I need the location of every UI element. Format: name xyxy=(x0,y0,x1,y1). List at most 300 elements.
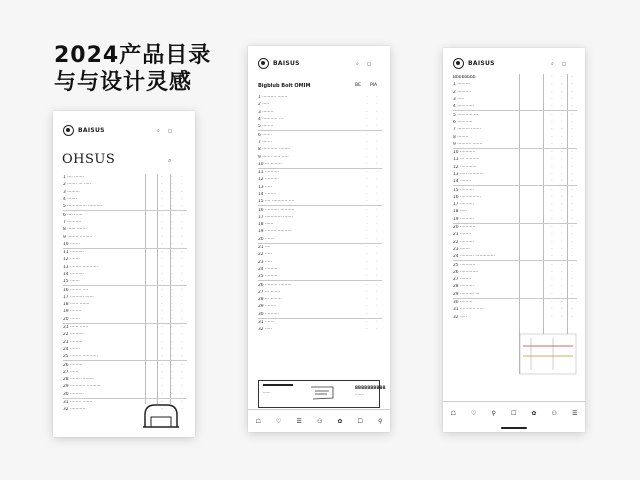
nav-home[interactable] xyxy=(256,418,261,425)
bookmark-icon[interactable]: ◻ xyxy=(366,61,371,67)
item-name: 9 ········ ········· xyxy=(63,234,93,240)
item-cell: · xyxy=(366,117,368,123)
item-cell: · xyxy=(571,187,573,193)
item-cell: · xyxy=(551,291,553,297)
list-item[interactable] xyxy=(258,139,382,146)
item-cell: · xyxy=(571,246,573,252)
item-cell: · xyxy=(171,384,173,390)
item-cell: · xyxy=(366,199,368,205)
item-cell: · xyxy=(561,127,563,133)
item-cell: · xyxy=(376,161,378,167)
list-item[interactable] xyxy=(258,191,382,198)
item-cell: · xyxy=(551,216,553,222)
item-cell: · xyxy=(376,236,378,242)
item-name: 30 ········· xyxy=(453,300,473,306)
item-cell: · xyxy=(181,257,183,263)
item-name: 14 ········ xyxy=(258,192,277,197)
list-item[interactable] xyxy=(63,264,187,271)
item-cell: · xyxy=(161,309,163,315)
item-cell: · xyxy=(551,97,553,103)
item-cell: · xyxy=(551,82,553,88)
item-cell: · xyxy=(571,112,573,118)
item-cell: · xyxy=(161,346,163,352)
list-item[interactable] xyxy=(63,196,187,203)
list-item[interactable] xyxy=(258,94,382,101)
headline-line2: 与与设计灵感 xyxy=(54,70,193,95)
item-cell: · xyxy=(171,316,173,322)
item-cell: · xyxy=(181,241,183,247)
item-cell: · xyxy=(161,189,163,195)
item-cell: · xyxy=(181,354,183,360)
item-cell: · xyxy=(571,119,573,125)
nav-inspiration[interactable] xyxy=(531,410,536,417)
nav-favorites[interactable] xyxy=(276,418,281,425)
list-item[interactable] xyxy=(453,149,577,156)
list-item[interactable] xyxy=(453,156,577,163)
item-cell: · xyxy=(561,104,563,110)
nav-menu[interactable] xyxy=(296,418,301,425)
list-item[interactable] xyxy=(453,194,577,201)
brand-logo-icon xyxy=(258,58,269,69)
list-item[interactable] xyxy=(453,314,577,321)
item-cell: · xyxy=(161,212,163,218)
item-name: 11 ··· ·········· xyxy=(453,157,480,163)
item-cell: · xyxy=(366,327,368,333)
item-cell: · xyxy=(561,307,563,313)
list-item[interactable] xyxy=(63,369,187,376)
item-cell: · xyxy=(551,239,553,245)
list-item[interactable] xyxy=(63,294,187,301)
list-item[interactable] xyxy=(258,198,382,206)
list-item[interactable] xyxy=(63,324,187,331)
item-name: 5 ·············· ·········· xyxy=(63,204,103,210)
list-item[interactable] xyxy=(453,89,577,96)
item-cell: · xyxy=(376,252,378,258)
item-cell: · xyxy=(561,239,563,245)
list-item[interactable] xyxy=(453,126,577,133)
item-name: 23 ······· xyxy=(453,246,470,252)
list-item[interactable] xyxy=(258,161,382,169)
list-item[interactable] xyxy=(63,308,187,315)
item-cell: · xyxy=(551,89,553,95)
item-name: 12 ·········· xyxy=(258,177,279,183)
list-item[interactable] xyxy=(258,146,382,153)
item-name: 17 ·········· ······ xyxy=(63,294,94,300)
list-item[interactable] xyxy=(63,181,187,188)
item-cell: · xyxy=(181,294,183,300)
item-cell: · xyxy=(181,227,183,233)
item-name: 31 ········ ······· xyxy=(63,400,93,406)
item-cell: · xyxy=(161,354,163,360)
item-cell: · xyxy=(366,95,368,101)
item-cell: · xyxy=(161,182,163,188)
item-cell: · xyxy=(376,222,378,228)
item-cell: · xyxy=(366,154,368,160)
list-item[interactable] xyxy=(63,383,187,390)
list-item[interactable] xyxy=(63,219,187,226)
list-item[interactable] xyxy=(258,131,382,138)
nav-menu[interactable] xyxy=(572,410,577,417)
list-item[interactable] xyxy=(258,281,382,288)
item-cell: · xyxy=(561,291,563,297)
item-name: 25 ··········· xyxy=(453,262,476,268)
list-item[interactable] xyxy=(453,224,577,231)
item-cell: · xyxy=(366,266,368,272)
item-name: 20 ······· xyxy=(258,236,275,242)
item-cell: · xyxy=(171,175,173,181)
list-item[interactable] xyxy=(453,164,577,171)
item-name: 2 ····· xyxy=(258,102,270,108)
list-item[interactable] xyxy=(453,253,577,261)
people-icon: ⚇ xyxy=(316,417,323,425)
list-item[interactable] xyxy=(63,391,187,399)
list-item[interactable] xyxy=(258,123,382,131)
item-cell: · xyxy=(171,212,173,218)
list-item[interactable] xyxy=(63,211,187,218)
list-item[interactable] xyxy=(453,208,577,215)
list-item[interactable] xyxy=(453,299,577,306)
item-cell: · xyxy=(171,264,173,270)
item-cell: · xyxy=(571,239,573,245)
item-name: 5 ········ xyxy=(258,124,274,130)
catalog-card-middle xyxy=(248,46,390,432)
list-item[interactable] xyxy=(258,214,382,221)
list-item[interactable] xyxy=(258,296,382,303)
list-item[interactable] xyxy=(258,153,382,160)
item-cell: · xyxy=(181,204,183,210)
item-name: 25 ········ ··········· xyxy=(63,354,98,360)
list-item[interactable] xyxy=(453,231,577,238)
column-header: BE xyxy=(355,83,361,88)
list-item[interactable] xyxy=(63,271,187,278)
item-name: 32 ····· xyxy=(258,327,272,333)
list-item[interactable] xyxy=(258,109,382,116)
item-cell: · xyxy=(181,189,183,195)
item-cell: · xyxy=(571,216,573,222)
item-name: 27 ········ xyxy=(453,277,472,283)
nav-home[interactable] xyxy=(451,410,456,417)
item-cell: · xyxy=(571,269,573,275)
item-cell: · xyxy=(376,95,378,101)
list-item[interactable] xyxy=(63,189,187,196)
item-cell: · xyxy=(366,192,368,197)
bottom-nav xyxy=(248,409,390,432)
item-cell: · xyxy=(551,246,553,252)
item-cell: · xyxy=(571,75,573,81)
item-cell: · xyxy=(571,209,573,215)
list-item[interactable] xyxy=(258,244,382,251)
item-name: 8 ········ xyxy=(453,134,469,140)
item-cell: · xyxy=(181,339,183,345)
list-item[interactable] xyxy=(453,103,577,111)
item-cell: · xyxy=(366,139,368,145)
item-cell: · xyxy=(551,157,553,163)
list-item[interactable] xyxy=(453,96,577,103)
list-item[interactable] xyxy=(258,266,382,273)
item-cell: · xyxy=(551,187,553,193)
list-item[interactable] xyxy=(453,133,577,140)
item-cell: · xyxy=(551,202,553,208)
search-icon[interactable]: ⌕ xyxy=(157,128,160,134)
item-cell: · xyxy=(171,227,173,233)
item-cell: · xyxy=(551,112,553,118)
item-cell: · xyxy=(181,302,183,308)
list-item[interactable] xyxy=(453,119,577,126)
item-cell: · xyxy=(171,325,173,331)
flower-icon: ✿ xyxy=(337,417,343,425)
item-name: 27 ··· ······· xyxy=(258,289,281,295)
brand-name: BAISUS xyxy=(468,60,495,67)
item-name: 26 ············· xyxy=(453,269,479,275)
item-name: 30 ·········· xyxy=(258,311,279,317)
item-name: Bbbbbbbb xyxy=(453,75,476,81)
item-cell: · xyxy=(181,279,183,285)
item-cell: · xyxy=(171,219,173,225)
item-name: 8 ··········· ········ xyxy=(258,147,291,153)
item-cell: · xyxy=(161,227,163,233)
brand-name: BAISUS xyxy=(273,60,300,67)
list-item[interactable] xyxy=(63,233,187,240)
list-item[interactable] xyxy=(258,319,382,326)
item-cell: · xyxy=(366,320,368,326)
list-item[interactable] xyxy=(258,303,382,310)
item-cell: · xyxy=(376,259,378,265)
list-item[interactable] xyxy=(453,178,577,186)
item-cell: · xyxy=(376,229,378,235)
list-item[interactable] xyxy=(453,201,577,208)
list-item[interactable] xyxy=(258,206,382,213)
item-list xyxy=(453,74,577,321)
cart-icon: ☐ xyxy=(357,417,363,425)
item-cell: · xyxy=(561,202,563,208)
search-icon[interactable]: ⌕ xyxy=(551,61,554,67)
list-item[interactable] xyxy=(63,301,187,308)
bookmark-icon[interactable]: ◻ xyxy=(167,128,172,134)
list-item[interactable] xyxy=(453,81,577,88)
item-cell: · xyxy=(161,219,163,225)
item-list xyxy=(63,174,187,414)
item-name: 10 ··········· xyxy=(453,150,476,156)
item-cell: · xyxy=(366,236,368,242)
sketch-illustration-icon xyxy=(309,384,335,402)
item-name: 2 ······· ··· ····· xyxy=(63,182,91,188)
item-cell: · xyxy=(376,282,378,288)
headline-line1: 2024产品目录 xyxy=(54,43,212,68)
item-cell: · xyxy=(171,354,173,360)
item-cell: · xyxy=(551,134,553,140)
list-item[interactable] xyxy=(453,261,577,268)
item-cell: · xyxy=(181,175,183,181)
item-cell: · xyxy=(571,164,573,170)
title-search-icon[interactable]: ⌕ xyxy=(168,157,172,164)
list-item[interactable] xyxy=(63,376,187,383)
item-cell: · xyxy=(171,287,173,293)
list-item[interactable] xyxy=(453,239,577,246)
item-cell: · xyxy=(561,112,563,118)
item-name: 14 ········ xyxy=(453,179,472,185)
item-cell: · xyxy=(171,189,173,195)
item-name: 12 ······· xyxy=(63,257,80,263)
item-name: 21 ···· xyxy=(258,245,271,251)
item-cell: · xyxy=(571,127,573,133)
promo-bar xyxy=(263,384,293,386)
item-cell: · xyxy=(181,250,183,256)
list-item[interactable] xyxy=(453,171,577,178)
list-item[interactable] xyxy=(453,291,577,299)
item-cell: · xyxy=(551,225,553,231)
list-item[interactable] xyxy=(453,276,577,283)
list-item[interactable] xyxy=(63,361,187,368)
item-cell: · xyxy=(376,170,378,176)
list-item[interactable] xyxy=(63,339,187,346)
list-item[interactable] xyxy=(63,316,187,324)
list-item[interactable] xyxy=(453,246,577,253)
item-name: 8 ······ ······· xyxy=(63,227,87,233)
item-cell: · xyxy=(171,346,173,352)
item-cell: · xyxy=(571,277,573,283)
nav-community[interactable] xyxy=(552,410,557,417)
item-cell: · xyxy=(171,377,173,383)
list-item[interactable] xyxy=(63,353,187,361)
search-icon[interactable]: ⌕ xyxy=(356,61,359,67)
item-cell: · xyxy=(551,300,553,306)
item-name: 23 ····· xyxy=(258,259,272,265)
list-item[interactable] xyxy=(258,326,382,333)
nav-inspiration[interactable] xyxy=(337,418,342,425)
list-item[interactable] xyxy=(258,236,382,244)
home-indicator xyxy=(501,427,527,429)
list-item[interactable] xyxy=(258,273,382,281)
item-name: 25 ········· xyxy=(258,274,278,280)
list-item[interactable] xyxy=(258,176,382,183)
item-cell: · xyxy=(366,311,368,317)
nav-cart[interactable] xyxy=(358,418,363,425)
list-item[interactable] xyxy=(258,184,382,191)
catalog-card-right xyxy=(443,48,585,432)
list-item[interactable] xyxy=(453,283,577,290)
list-item[interactable] xyxy=(63,226,187,233)
item-name: 1 ········· xyxy=(453,82,470,88)
item-name: 31 ······· xyxy=(258,320,275,326)
item-cell: · xyxy=(171,294,173,300)
nav-cart[interactable] xyxy=(511,410,516,417)
item-cell: · xyxy=(171,257,173,263)
item-cell: · xyxy=(376,274,378,280)
item-cell: · xyxy=(161,339,163,345)
list-item[interactable] xyxy=(453,186,577,193)
item-name: 23 ········· xyxy=(63,339,83,345)
item-cell: · xyxy=(181,309,183,315)
item-cell: · xyxy=(181,384,183,390)
list-item[interactable] xyxy=(63,256,187,263)
item-name: 28 ······· ········· xyxy=(63,377,94,383)
item-cell: · xyxy=(561,179,563,185)
list-item[interactable] xyxy=(258,251,382,258)
list-item[interactable] xyxy=(453,216,577,224)
item-cell: · xyxy=(171,332,173,338)
list-item[interactable] xyxy=(258,116,382,123)
list-item[interactable] xyxy=(453,306,577,313)
list-item[interactable] xyxy=(63,241,187,249)
item-cell: · xyxy=(181,219,183,225)
item-cell: · xyxy=(181,400,183,406)
list-item[interactable] xyxy=(63,278,187,286)
item-cell: · xyxy=(376,199,378,205)
item-cell: · xyxy=(376,132,378,138)
list-item[interactable] xyxy=(258,101,382,108)
item-cell: · xyxy=(366,297,368,303)
item-name: 19 ·········· xyxy=(453,216,474,222)
item-name: 7 ········· ······· xyxy=(453,127,481,133)
item-name: 19 ········ ·········· xyxy=(258,229,292,235)
item-cell: · xyxy=(571,134,573,140)
item-cell: · xyxy=(376,311,378,317)
nav-community[interactable] xyxy=(317,418,322,425)
item-cell: · xyxy=(366,207,368,213)
list-item[interactable] xyxy=(453,111,577,118)
list-item[interactable] xyxy=(258,311,382,319)
item-cell: · xyxy=(551,209,553,215)
item-name: 29 ········ xyxy=(258,304,277,310)
item-cell: · xyxy=(181,362,183,368)
nav-search[interactable] xyxy=(378,418,382,425)
item-name: 26 ········· ········· xyxy=(258,282,292,288)
list-item[interactable] xyxy=(63,249,187,256)
nav-favorites[interactable] xyxy=(471,410,476,417)
list-item[interactable] xyxy=(63,286,187,293)
item-cell: · xyxy=(366,170,368,176)
item-cell: · xyxy=(161,175,163,181)
item-cell: · xyxy=(181,407,183,413)
item-cell: · xyxy=(561,172,563,177)
item-cell: · xyxy=(161,325,163,331)
item-cell: · xyxy=(171,309,173,315)
bookmark-icon[interactable]: ◻ xyxy=(561,61,566,67)
item-cell: · xyxy=(161,279,163,285)
list-item[interactable] xyxy=(258,228,382,235)
item-cell: · xyxy=(551,164,553,170)
list-item[interactable] xyxy=(63,331,187,338)
list-item[interactable] xyxy=(258,259,382,266)
chair-illustration-icon xyxy=(141,401,181,429)
item-name: 22 ·········· xyxy=(453,239,474,245)
item-name: 5 ··········· ··· xyxy=(453,112,479,118)
item-cell: · xyxy=(171,362,173,368)
item-cell: · xyxy=(161,362,163,368)
list-item[interactable] xyxy=(453,141,577,149)
list-item[interactable] xyxy=(453,269,577,276)
item-cell: · xyxy=(571,141,573,147)
item-cell: · xyxy=(551,141,553,147)
item-cell: · xyxy=(376,320,378,326)
item-name: 4 ············ xyxy=(453,104,474,110)
item-cell: · xyxy=(571,89,573,95)
list-item[interactable] xyxy=(453,74,577,81)
item-cell: · xyxy=(571,314,573,320)
list-item[interactable] xyxy=(63,174,187,181)
heart-icon: ♡ xyxy=(276,417,282,425)
list-item[interactable] xyxy=(63,346,187,353)
nav-search[interactable] xyxy=(491,410,495,417)
item-cell: · xyxy=(366,259,368,265)
item-name: 29 ··········· ·········· xyxy=(63,384,101,390)
item-cell: · xyxy=(561,314,563,320)
list-item[interactable] xyxy=(258,169,382,176)
brand-logo-icon xyxy=(63,125,74,136)
list-item[interactable] xyxy=(258,221,382,228)
list-item[interactable] xyxy=(63,203,187,211)
list-item[interactable] xyxy=(258,289,382,296)
